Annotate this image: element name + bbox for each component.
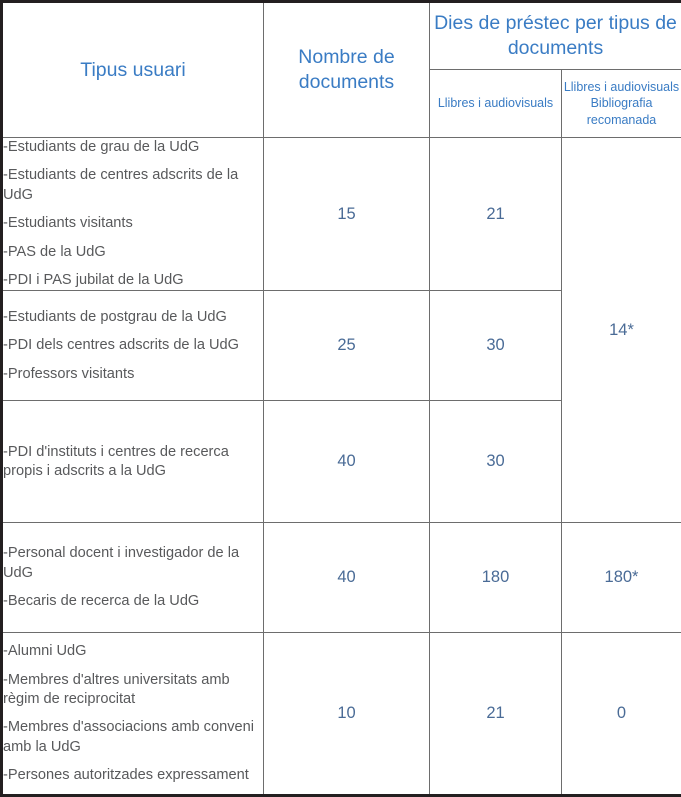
cell-books-audiovisuals: 30 xyxy=(430,291,562,401)
user-type-line: -Membres d'altres universitats amb règim de reciprocitat xyxy=(3,671,263,710)
cell-user-type xyxy=(2,401,264,523)
cell-books-audiovisuals: 21 xyxy=(430,138,562,291)
user-type-line: -Personal docent i investigador de la UdG xyxy=(3,544,263,583)
cell-user-type xyxy=(2,523,264,633)
user-type-line: -PDI d'instituts i centres de recerca propis i adscrits a la UdG xyxy=(3,443,263,482)
table-body xyxy=(2,138,681,796)
table-header xyxy=(2,2,681,138)
cell-number-of-documents: 10 xyxy=(264,633,430,796)
cell-user-type xyxy=(2,138,264,291)
cell-books-audiovisuals: 30 xyxy=(430,401,562,523)
cell-books-audiovisuals-bibliography-merged: 14* xyxy=(562,138,681,523)
user-type-line: -Membres d'associacions amb conveni amb la UdG xyxy=(3,718,263,757)
column-header-loan-days-group: Dies de préstec per tipus de documents xyxy=(430,2,681,70)
cell-user-type xyxy=(2,633,264,796)
table-row xyxy=(2,138,681,291)
user-type-line: -Becaris de recerca de la UdG xyxy=(3,592,263,611)
table-row xyxy=(2,633,681,796)
user-type-line: -Estudiants de grau de la UdG xyxy=(3,138,263,157)
column-header-books-audiovisuals: Llibres i audiovisuals xyxy=(430,70,562,138)
cell-books-audiovisuals-bibliography: 180* xyxy=(562,523,681,633)
cell-books-audiovisuals: 180 xyxy=(430,523,562,633)
cell-number-of-documents: 40 xyxy=(264,401,430,523)
user-type-line: -Estudiants de centres adscrits de la UdG xyxy=(3,166,263,205)
cell-books-audiovisuals-bibliography: 0 xyxy=(562,633,681,796)
table-row xyxy=(2,523,681,633)
cell-books-audiovisuals: 21 xyxy=(430,633,562,796)
column-header-books-audiovisuals-recommended-bibliography: Llibres i audiovisuals Bibliografia recomanada xyxy=(562,70,681,138)
user-type-line: -Estudiants visitants xyxy=(3,214,263,233)
user-type-line: -Alumni UdG xyxy=(3,642,263,661)
user-type-line: -PAS de la UdG xyxy=(3,243,263,262)
column-header-user-type: Tipus usuari xyxy=(2,2,264,138)
user-type-line: -Professors visitants xyxy=(3,365,263,384)
user-type-line: -PDI i PAS jubilat de la UdG xyxy=(3,271,263,290)
cell-number-of-documents: 40 xyxy=(264,523,430,633)
column-header-number-of-documents: Nombre de documents xyxy=(264,2,430,138)
user-type-line: -PDI dels centres adscrits de la UdG xyxy=(3,336,263,355)
cell-number-of-documents: 15 xyxy=(264,138,430,291)
user-type-line: -Estudiants de postgrau de la UdG xyxy=(3,308,263,327)
user-type-line: -Persones autoritzades expressament xyxy=(3,766,263,785)
cell-user-type xyxy=(2,291,264,401)
cell-number-of-documents: 25 xyxy=(264,291,430,401)
header-row-top xyxy=(2,2,681,70)
